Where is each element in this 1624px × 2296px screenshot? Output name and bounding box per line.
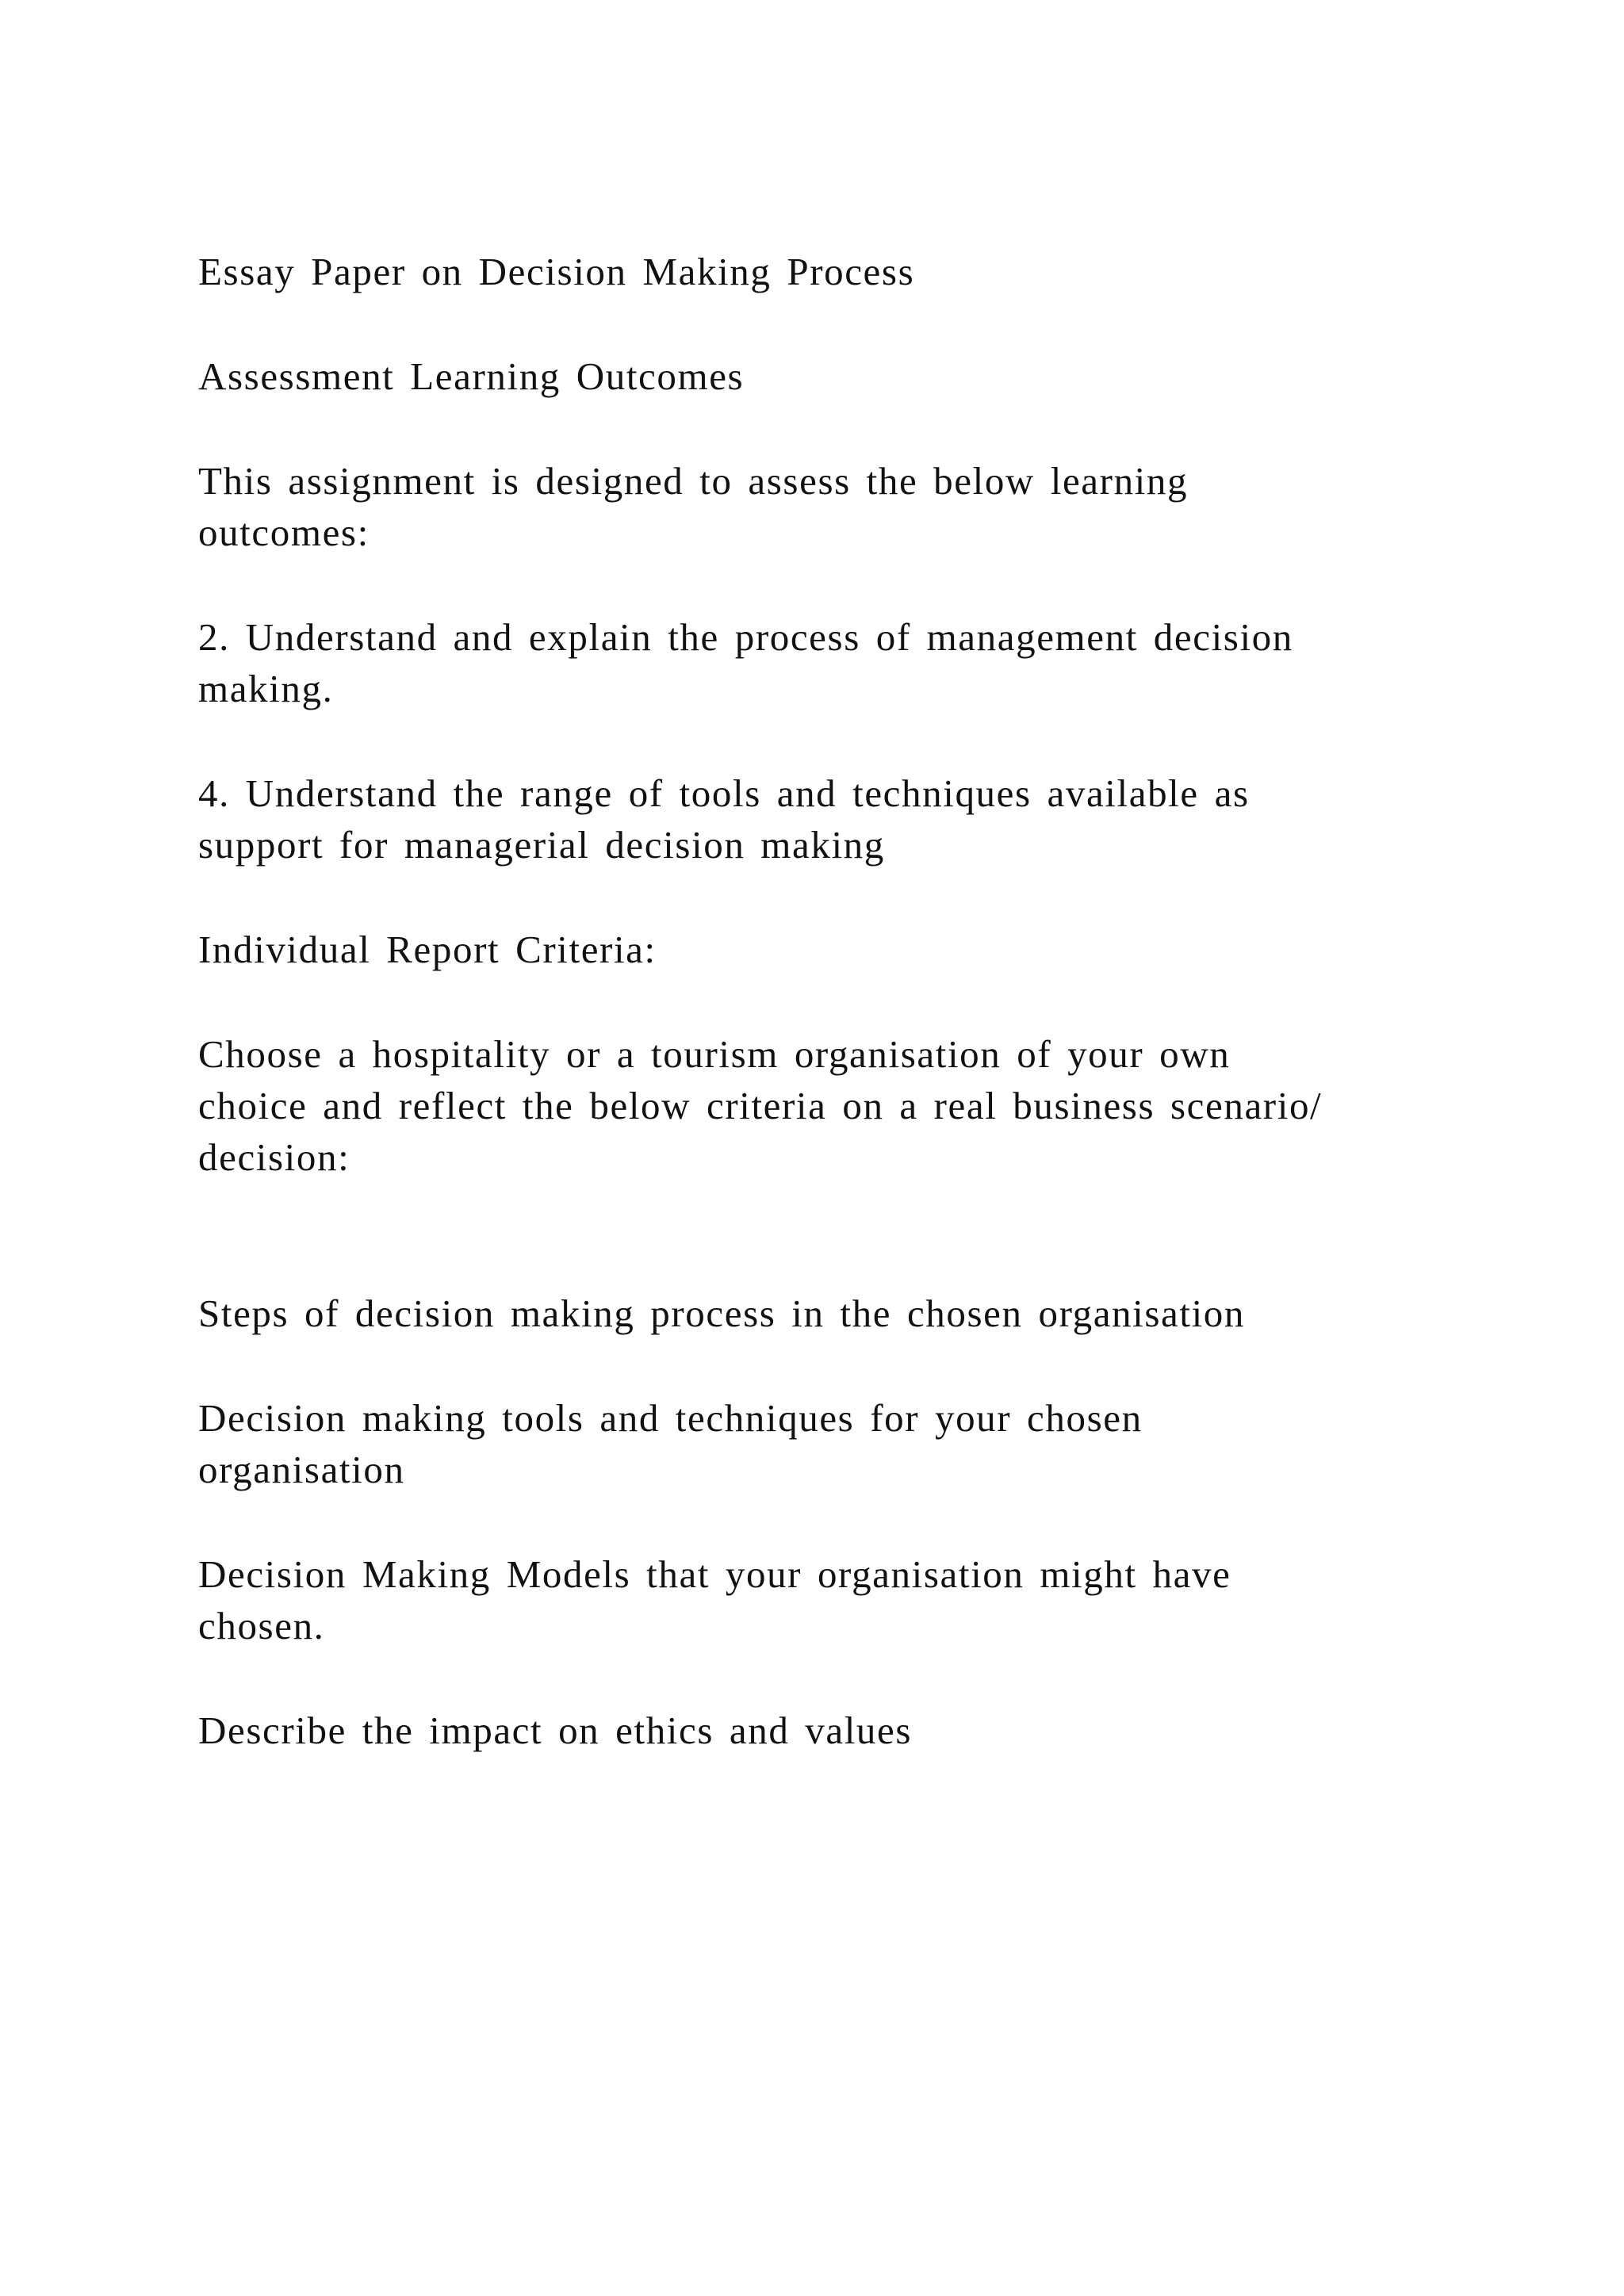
criteria-item: Describe the impact on ethics and values <box>198 1709 913 1752</box>
intro-paragraph: This assignment is designed to assess the below learning outcomes: <box>198 459 1189 554</box>
criteria-item: Decision making tools and techniques for your chosen organisation <box>198 1396 1143 1491</box>
learning-outcome-4: 4. Understand the range of tools and techniques available as support for managerial decision making <box>198 771 1250 867</box>
document-body <box>198 246 1435 1809</box>
document-title: Essay Paper on Decision Making Process <box>198 250 915 293</box>
criteria-heading: Individual Report Criteria: <box>198 928 657 971</box>
learning-outcome-2: 2. Understand and explain the process of management decision making. <box>198 615 1293 710</box>
section-heading: Assessment Learning Outcomes <box>198 354 745 398</box>
criteria-item: Decision Making Models that your organisation might have chosen. <box>198 1552 1231 1647</box>
criteria-intro: Choose a hospitality or a tourism organisation of your own choice and reflect the below criteria on a real business scenario/ decision: <box>198 1032 1323 1179</box>
criteria-item: Steps of decision making process in the chosen organisation <box>198 1292 1246 1335</box>
